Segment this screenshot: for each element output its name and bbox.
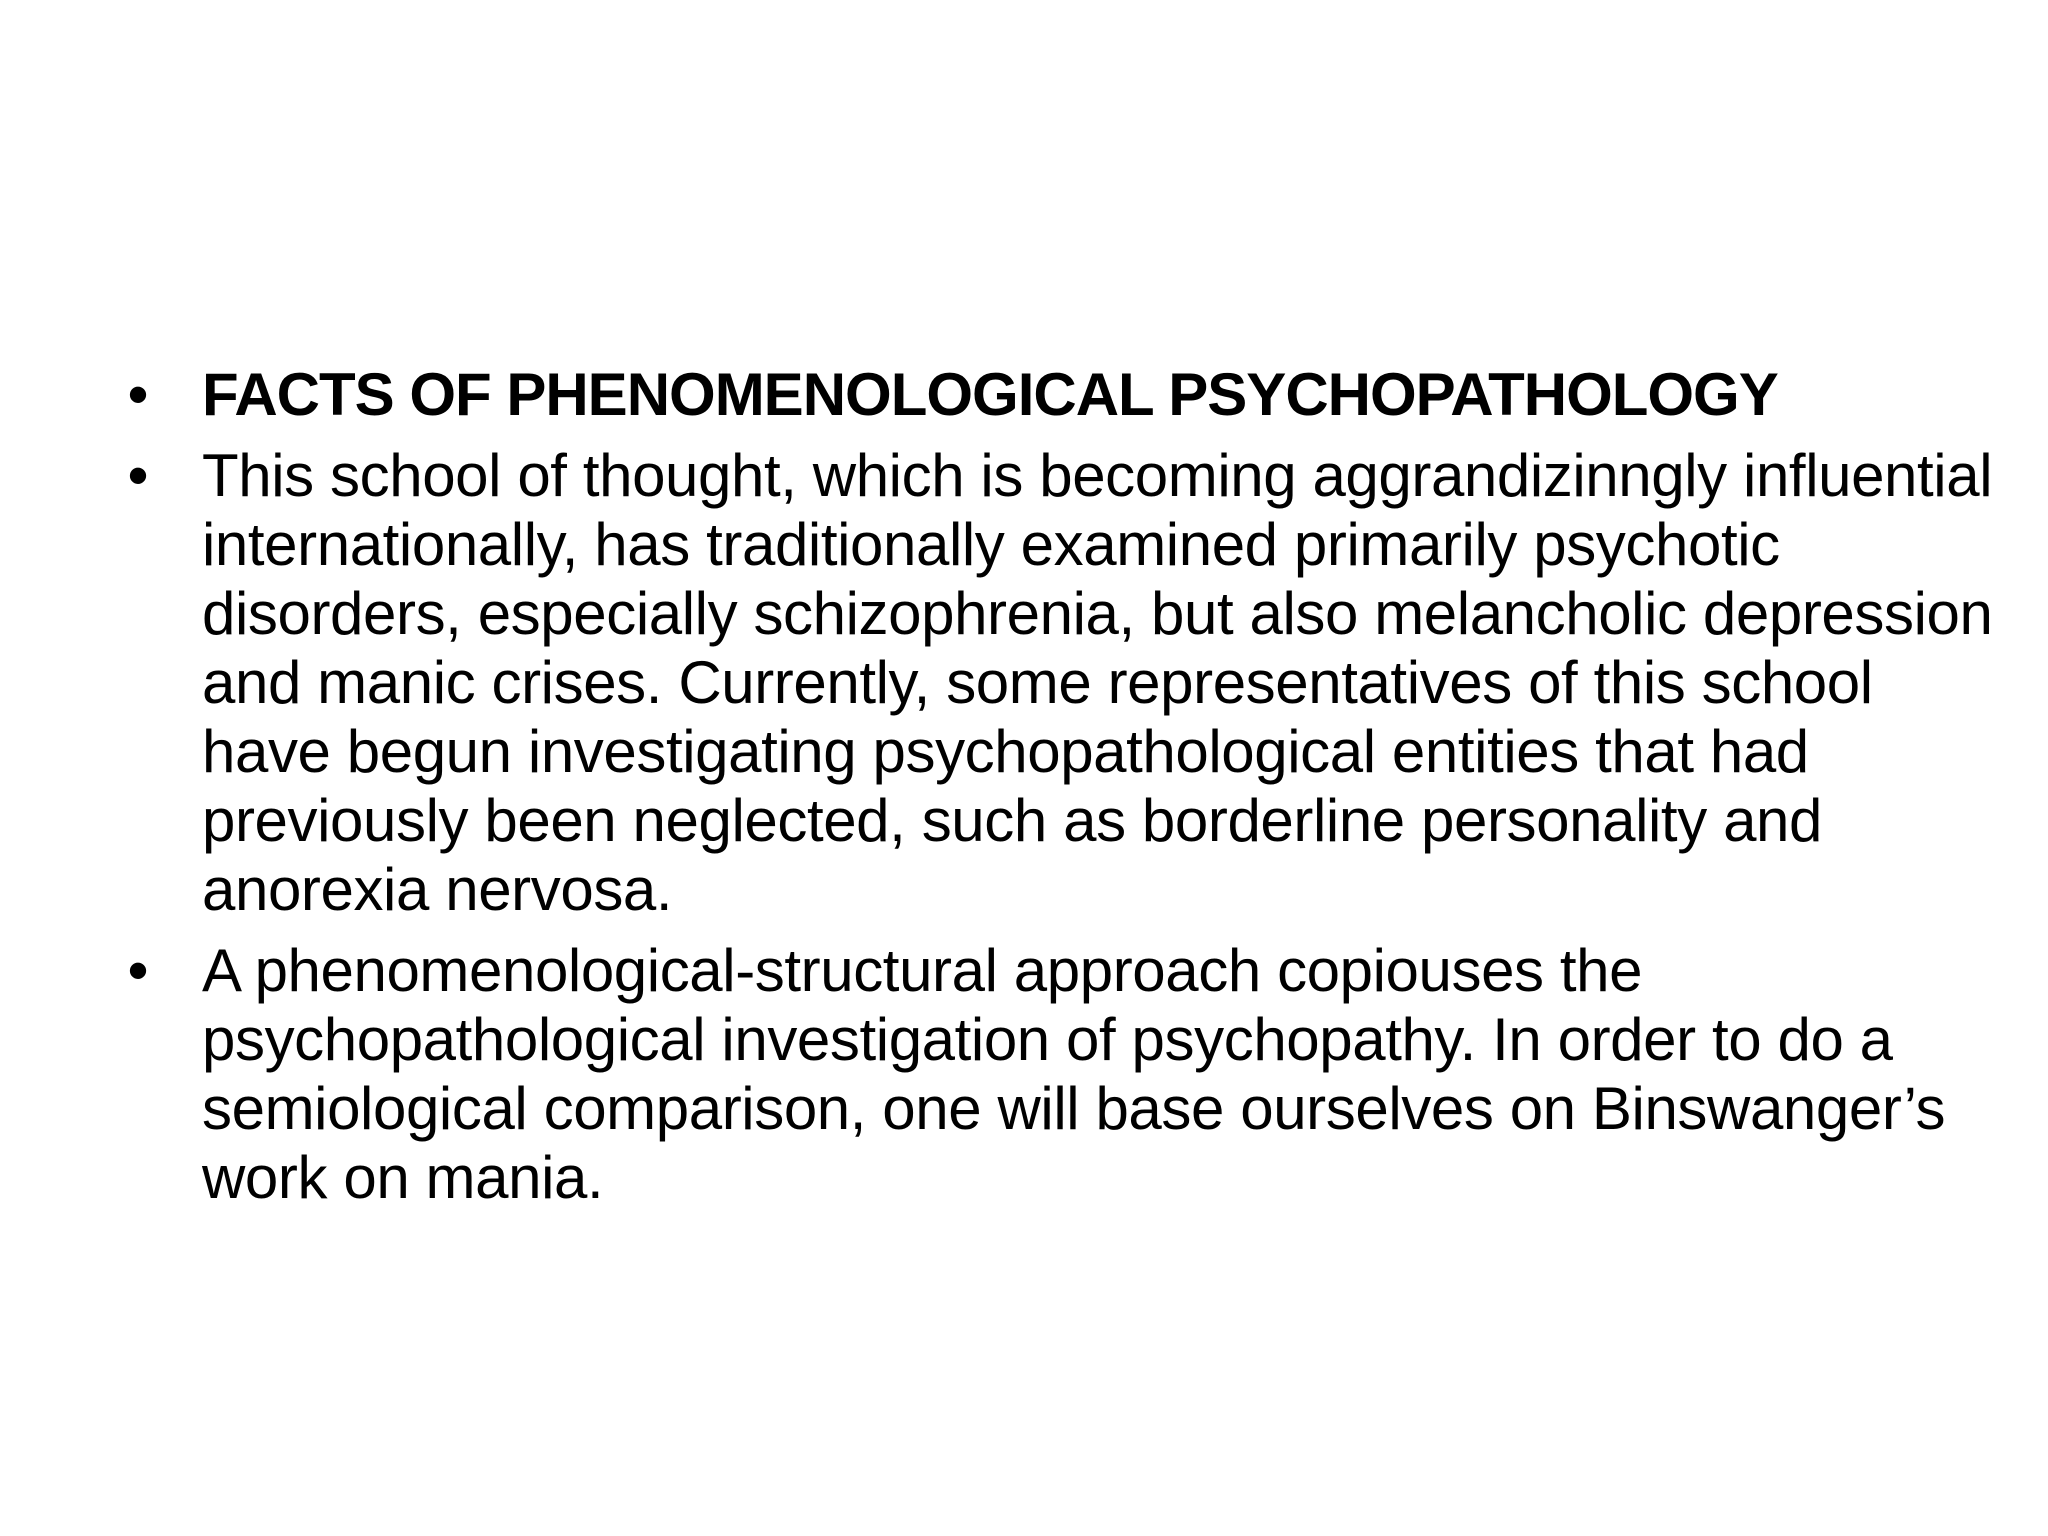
slide-heading: FACTS OF PHENOMENOLOGICAL PSYCHOPATHOLOGY <box>202 361 1778 428</box>
bullet-text: This school of thought, which is becoming aggrandizinngly influential internationally, has traditionally examined primarily psychotic disorders, especially schizophrenia, but also melancholic depression and manic crises. Currently, some representatives of this school have begun investigating psychopathological entities that had previously been neglected, such as borderline personality and anorexia nervosa. <box>202 442 1993 923</box>
bullet-icon: • <box>127 442 149 509</box>
bullet-item-heading <box>118 360 1998 429</box>
bullet-text: A phenomenological-structural approach copiouses the psychopathological investigation of psychopathy. In order to do a semiological comparison, one will base ourselves on Binswanger’s work on mania. <box>202 937 1946 1211</box>
bullet-icon: • <box>127 937 149 1004</box>
bullet-item-approach <box>118 936 1998 1212</box>
bullet-icon: • <box>127 361 149 428</box>
bullet-list <box>118 360 1998 1224</box>
bullet-item-school-of-thought <box>118 441 1998 924</box>
